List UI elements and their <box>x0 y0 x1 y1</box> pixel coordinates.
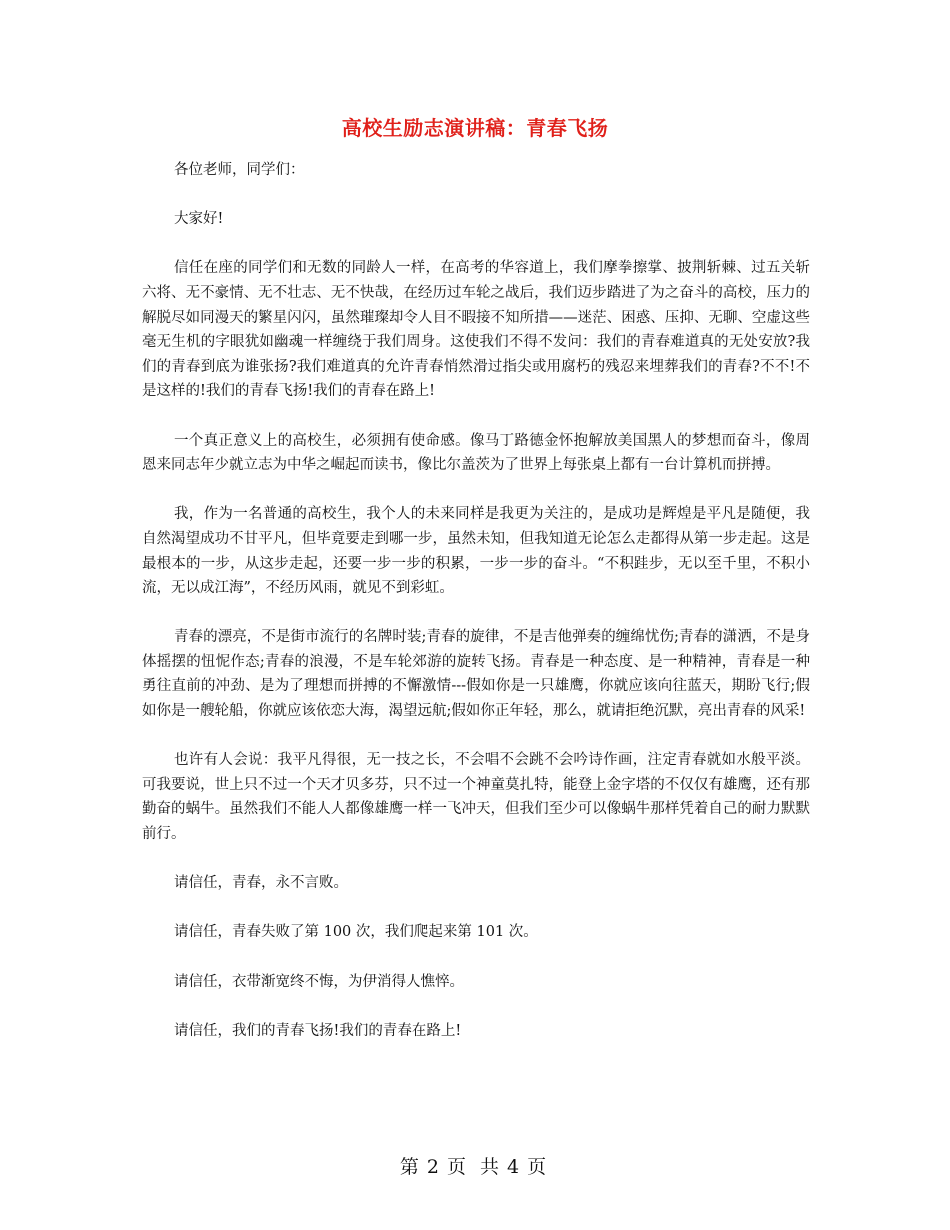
paragraph-closing-line: 请信任，青春失败了第 100 次，我们爬起来第 101 次。 <box>174 924 538 941</box>
paragraph-body: 我，作为一名普通的高校生，我个人的未来同样是我更为关注的，是成功是辉煌是平凡是随便，我自然渴望成功不甘平凡，但毕竟要走到哪一步，虽然未知，但我知道无论怎么走都得从第一步走起。这是最根本的一步，从这步走起，还要一步一步的积累，一步一步的奋斗。“不积跬步，无以至千里，不积小流，无以成江海”，不经历风雨，就见不到彩虹。 <box>142 506 810 597</box>
paragraph-body: 也许有人会说：我平凡得很，无一技之长，不会唱不会跳不会吟诗作画，注定青春就如水般平淡。可我要说，世上只不过一个天才贝多芬，只不过一个神童莫扎特，能登上金字塔的不仅仅有雄鹰，还有那勤奋的蜗牛。虽然我们不能人人都像雄鹰一样一飞冲天，但我们至少可以像蜗牛那样凭着自己的耐力默默前行。 <box>142 752 810 843</box>
document-title: 高校生励志演讲稿：青春飞扬 <box>341 116 609 140</box>
paragraph-greeting: 大家好! <box>174 211 224 228</box>
paragraph-body: 一个真正意义上的高校生，必须拥有使命感。像马丁路德金怀抱解放美国黑人的梦想而奋斗，像周恩来同志年少就立志为中华之崛起而读书，像比尔盖茨为了世界上每张桌上都有一台计算机而拼搏。 <box>142 432 810 474</box>
page-total: 4 <box>507 1156 524 1178</box>
paragraph-salutation: 各位老师，同学们： <box>174 162 305 178</box>
paragraph-closing-line: 请信任，衣带渐宽终不悔，为伊消得人憔悴。 <box>174 973 464 990</box>
paragraph-body: 信任在座的同学们和无数的同龄人一样，在高考的华容道上，我们摩拳擦掌、披荆斩棘、过五关斩六将、无不豪情、无不壮志、无不快哉，在经历过车轮之战后，我们迈步踏进了为之奋斗的高校，压力的解脱尽如同漫天的繁星闪闪，虽然璀璨却令人目不暇接不知所措——迷茫、困惑、压抑、无聊、空虚这些毫无生机的字眼犹如幽魂一样缠绕于我们周身。这使我们不得不发问：我们的青春难道真的无处安放?我们的青春到底为谁张扬?我们难道真的允许青春悄然滑过指尖或用腐朽的残忍来埋葬我们的青春?不不!不是这样的!我们的青春飞扬!我们的青春在路上! <box>142 260 810 400</box>
page-suffix: 页 <box>527 1156 551 1178</box>
page-middle: 页 共 <box>446 1156 504 1178</box>
document-body <box>142 158 810 1068</box>
page-number-footer <box>0 1152 950 1179</box>
paragraph-body: 青春的漂亮，不是街市流行的名牌时装;青春的旋律，不是吉他弹奏的缠绵忧伤;青春的潇洒，不是身体摇摆的忸怩作态;青春的浪漫，不是车轮郊游的旋转飞扬。青春是一种态度、是一种精神，青春是一种勇往直前的冲劲、是为了理想而拼搏的不懈激情---假如你是一只雄鹰，你就应该向往蓝天，期盼飞行;假如你是一艘轮船，你就应该依恋大海，渴望远航;假如你正年轻，那么，就请拒绝沉默，亮出青春的风采! <box>142 629 810 720</box>
page-prefix: 第 <box>399 1156 423 1178</box>
page-number: 2 <box>426 1156 443 1178</box>
paragraph-closing-line: 请信任，我们的青春飞扬!我们的青春在路上! <box>174 1022 462 1039</box>
paragraph-closing-line: 请信任，青春，永不言败。 <box>174 875 348 892</box>
